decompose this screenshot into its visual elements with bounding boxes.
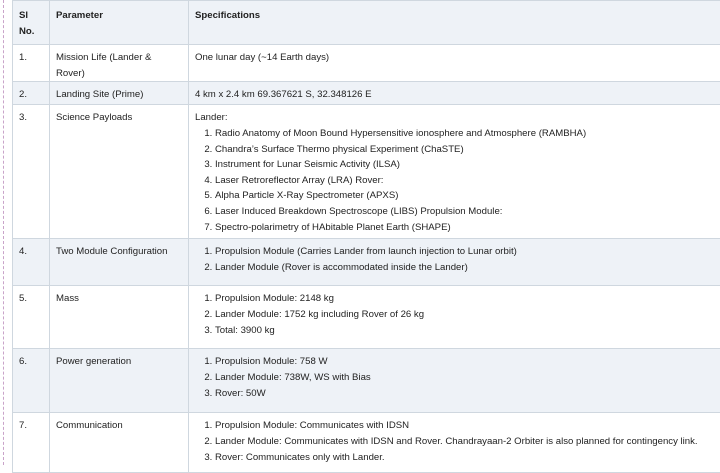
table-header-row <box>13 1 720 45</box>
header-sl-no: Sl No. <box>13 1 50 45</box>
row-specification <box>189 349 720 413</box>
list-item: 4. Laser Retroreflector Array (LRA) Rover: <box>215 173 716 189</box>
row-number: 3. <box>13 105 50 239</box>
spec-list <box>195 126 716 235</box>
list-item: 2. Lander Module: 1752 kg including Rover of 26 kg <box>215 307 716 323</box>
header-parameter: Parameter <box>50 1 189 45</box>
list-item: 6. Laser Induced Breakdown Spectroscope (LIBS) Propulsion Module: <box>215 204 716 220</box>
list-item: 1. Radio Anatomy of Moon Bound Hypersensitive ionosphere and Atmosphere (RAMBHA) <box>215 126 716 142</box>
list-item: 7. Spectro-polarimetry of HAbitable Planet Earth (SHAPE) <box>215 220 716 236</box>
row-number: 1. <box>13 45 50 82</box>
row-parameter: Science Payloads <box>50 105 189 239</box>
spec-list <box>195 244 716 275</box>
table-row <box>13 105 720 239</box>
spec-list <box>195 354 716 401</box>
list-item: 5. Alpha Particle X-Ray Spectrometer (APXS) <box>215 188 716 204</box>
row-specification <box>189 105 720 239</box>
row-number: 4. <box>13 239 50 286</box>
spec-list <box>195 418 716 465</box>
row-parameter: Mission Life (Lander & Rover) <box>50 45 189 82</box>
table-row <box>13 82 720 105</box>
row-parameter: Communication <box>50 413 189 473</box>
list-item: 2. Lander Module: 738W, WS with Bias <box>215 370 716 386</box>
list-item: 2. Lander Module: Communicates with IDSN and Rover. Chandrayaan-2 Orbiter is also planned for contingency link. <box>215 434 716 450</box>
row-parameter: Two Module Configuration <box>50 239 189 286</box>
list-item: 1. Propulsion Module: Communicates with IDSN <box>215 418 716 434</box>
list-item: 1. Propulsion Module: 758 W <box>215 354 716 370</box>
list-item: 1. Propulsion Module: 2148 kg <box>215 291 716 307</box>
list-item: 2. Chandra’s Surface Thermo physical Experiment (ChaSTE) <box>215 142 716 158</box>
row-number: 7. <box>13 413 50 473</box>
list-item: 3. Rover: 50W <box>215 386 716 402</box>
page-margin-guide <box>3 0 4 465</box>
specifications-table <box>12 0 720 473</box>
list-item: 3. Instrument for Lunar Seismic Activity (ILSA) <box>215 157 716 173</box>
row-parameter: Landing Site (Prime) <box>50 82 189 105</box>
row-number: 2. <box>13 82 50 105</box>
row-parameter: Power generation <box>50 349 189 413</box>
list-item: 1. Propulsion Module (Carries Lander from launch injection to Lunar orbit) <box>215 244 716 260</box>
table-row <box>13 349 720 413</box>
table-row <box>13 413 720 473</box>
row-number: 5. <box>13 286 50 349</box>
list-item: 2. Lander Module (Rover is accommodated inside the Lander) <box>215 260 716 276</box>
spec-heading: Lander: <box>195 110 716 126</box>
row-specification: 4 km x 2.4 km 69.367621 S, 32.348126 E <box>189 82 720 105</box>
row-parameter: Mass <box>50 286 189 349</box>
row-specification <box>189 239 720 286</box>
row-specification <box>189 413 720 473</box>
row-specification: One lunar day (~14 Earth days) <box>189 45 720 82</box>
table-row <box>13 45 720 82</box>
spec-list <box>195 291 716 338</box>
header-specifications: Specifications <box>189 1 720 45</box>
row-number: 6. <box>13 349 50 413</box>
list-item: 3. Total: 3900 kg <box>215 323 716 339</box>
list-item: 3. Rover: Communicates only with Lander. <box>215 450 716 466</box>
table-row <box>13 286 720 349</box>
table-row <box>13 239 720 286</box>
row-specification <box>189 286 720 349</box>
